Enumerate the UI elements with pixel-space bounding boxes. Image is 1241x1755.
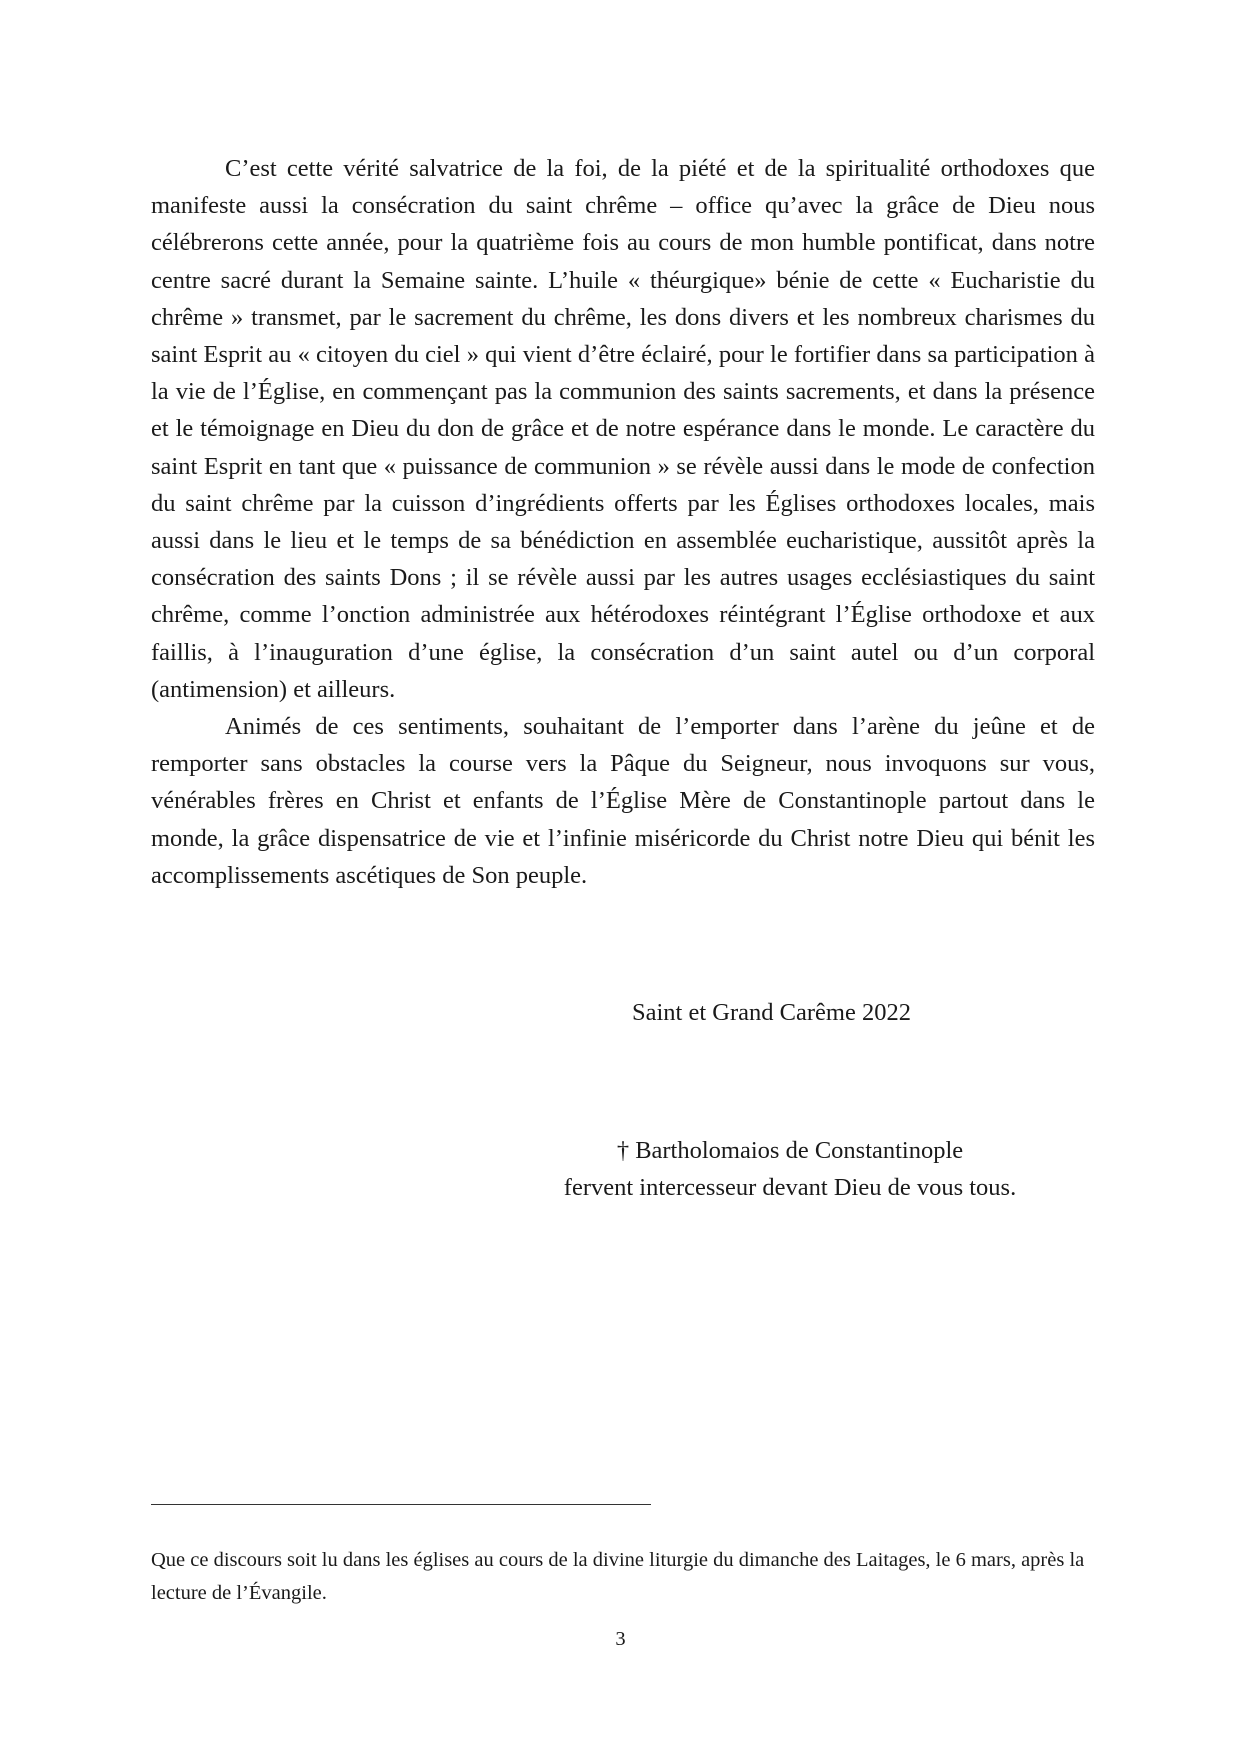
date-line: Saint et Grand Carême 2022 bbox=[632, 999, 911, 1026]
signature-block bbox=[520, 1132, 1060, 1206]
footnote: Que ce discours soit lu dans les églises au cours de la divine liturgie du dimanche des Laitages, le 6 mars, après la lecture de l’Évangile. bbox=[151, 1549, 1085, 1604]
signature-closing: fervent intercesseur devant Dieu de vous tous. bbox=[563, 1174, 1017, 1201]
paragraph-chrism-consecration: C’est cette vérité salvatrice de la foi, de la piété et de la spiritualité orthodoxes que manifeste aussi la consécration du saint chrême – office qu’avec la grâce de Dieu nous célébrerons cette année, pour la quatrième fois au cours de mon humble pontificat, dans notre centre sacré durant la Semaine sainte. L’huile « théurgique» bénie de cette « Eucharistie du chrême » transmet, par le sacrement du chrême, les dons divers et les nombreux charismes du saint Esprit au « citoyen du ciel » qui vient d’être éclairé, pour le fortifier dans sa participation à la vie de l’Église, en commençant pas la communion des saints sacrements, et dans la présence et le témoignage en Dieu du don de grâce et de notre espérance dans le monde. Le caractère du saint Esprit en tant que « puissance de communion » se révèle aussi dans le mode de confection du saint chrême par la cuisson d’ingrédients offerts par les Églises orthodoxes locales, mais aussi dans le lieu et le temps de sa bénédiction en assemblée eucharistique, aussitôt après la consécration des saints Dons ; il se révèle aussi par les autres usages ecclésiastiques du saint chrême, comme l’onction administrée aux hétérodoxes réintégrant l’Église orthodoxe et aux faillis, à l’inauguration d’une église, la consécration d’un saint autel ou d’un corporal (antimension) et ailleurs. bbox=[151, 155, 1095, 703]
footnote-divider bbox=[151, 1504, 651, 1505]
paragraph-closing-blessing: Animés de ces sentiments, souhaitant de l’emporter dans l’arène du jeûne et de remporter sans obstacles la course vers la Pâque du Seigneur, nous invoquons sur vous, vénérables frères en Christ et enfants de l’Église Mère de Constantinople partout dans le monde, la grâce dispensatrice de vie et l’infinie miséricorde du Christ notre Dieu qui bénit les accomplissements ascétiques de Son peuple. bbox=[151, 713, 1095, 889]
signature-name: † Bartholomaios de Constantinople bbox=[616, 1137, 964, 1164]
body-text bbox=[151, 150, 1095, 894]
page-number: 3 bbox=[615, 1628, 626, 1650]
